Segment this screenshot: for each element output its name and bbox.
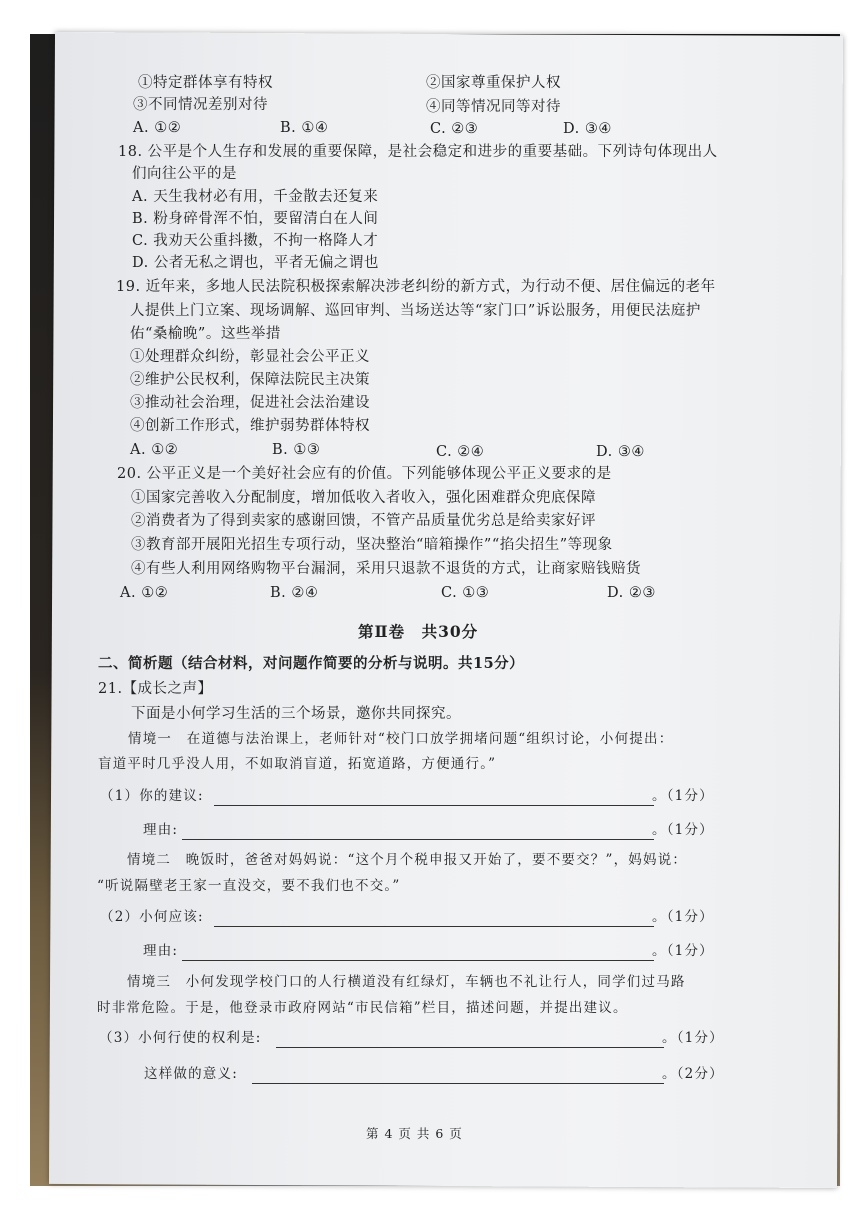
q19-stem-line3: 佑“桑榆晚”。这些举措 bbox=[130, 326, 281, 342]
q20-option-3: ③教育部开展阳光招生专项行动，坚决整治“暗箱操作”“掐尖招生”等现象 bbox=[131, 537, 613, 553]
p2-reason-score: 。（1分） bbox=[652, 943, 714, 959]
q17-choice-b: B. ①④ bbox=[280, 120, 329, 136]
q19-choice-d: D. ③④ bbox=[596, 444, 645, 460]
q19-option-4: ④创新工作形式，维护弱势群体特权 bbox=[130, 418, 370, 434]
p1-reason-label: 理由: bbox=[143, 822, 179, 838]
section-ii-title: 第Ⅱ卷 共30分 bbox=[358, 622, 479, 641]
p1-suggestion-answer-line[interactable] bbox=[214, 805, 654, 806]
q18-stem-line2: 们向往公平的是 bbox=[132, 166, 237, 182]
scenario3-line2: 时非常危险。于是，他登录市政府网站“市民信箱”栏目，描述问题，并提出建议。 bbox=[97, 1000, 628, 1016]
q19-option-3: ③推动社会治理，促进社会法治建设 bbox=[130, 395, 370, 411]
q17-option-2: ②国家尊重保护人权 bbox=[426, 75, 561, 91]
p3-meaning-score: 。（2分） bbox=[662, 1066, 724, 1082]
p1-reason-answer-line[interactable] bbox=[182, 839, 654, 840]
scan-margin-top bbox=[0, 0, 860, 34]
page-footer: 第 4 页 共 6 页 bbox=[366, 1126, 463, 1141]
scenario2-line2: “听说隔壁老王家一直没交，要不我们也不交。” bbox=[97, 878, 401, 894]
q20-stem: 20. 公平正义是一个美好社会应有的价值。下列能够体现公平正义要求的是 bbox=[117, 466, 612, 482]
q17-choice-a: A. ①② bbox=[133, 120, 182, 136]
q18-choice-d: D. 公者无私之谓也，平者无偏之谓也 bbox=[132, 255, 379, 271]
q17-option-3: ③不同情况差别对待 bbox=[133, 97, 268, 113]
q21-title: 21.【成长之声】 bbox=[98, 681, 213, 697]
scan-margin-bottom bbox=[0, 1186, 860, 1217]
scenario1-line2: 盲道平时几乎没人用，不如取消盲道，拓宽道路，方便通行。” bbox=[98, 756, 497, 772]
p1-suggestion-label: （1）你的建议: bbox=[100, 788, 204, 804]
p1-reason-score: 。（1分） bbox=[652, 822, 714, 838]
scan-margin-right bbox=[840, 0, 860, 1217]
p3-meaning-label: 这样做的意义: bbox=[144, 1066, 238, 1082]
p2-reason-label: 理由: bbox=[143, 943, 179, 959]
q17-option-1: ①特定群体享有特权 bbox=[138, 75, 273, 91]
q19-stem-line1: 19. 近年来，多地人民法院积极探索解决涉老纠纷的新方式，为行动不便、居住偏远的老年 bbox=[116, 279, 716, 295]
p2-should-answer-line[interactable] bbox=[214, 926, 654, 927]
scenario2-line1: 情境二 晚饭时，爸爸对妈妈说：“这个月个税申报又开始了，要不要交？”，妈妈说： bbox=[127, 852, 688, 868]
q18-choice-a: A. 天生我材必有用，千金散去还复来 bbox=[132, 189, 379, 205]
q17-option-4: ④同等情况同等对待 bbox=[426, 99, 561, 115]
q19-option-2: ②维护公民权利，保障法院民主决策 bbox=[130, 372, 370, 388]
p1-suggestion-score: 。（1分） bbox=[652, 788, 714, 804]
q20-choice-d: D. ②③ bbox=[607, 585, 656, 601]
q20-option-2: ②消费者为了得到卖家的感谢回馈，不管产品质量优劣总是给卖家好评 bbox=[131, 513, 596, 529]
q20-option-1: ①国家完善收入分配制度，增加低收入者收入，强化困难群众兜底保障 bbox=[131, 490, 596, 506]
scenario1-line1: 情境一 在道德与法治课上，老师针对“校门口放学拥堵问题“组织讨论，小何提出： bbox=[128, 731, 674, 747]
q17-choice-c: C. ②③ bbox=[430, 121, 479, 137]
q19-stem-line2: 人提供上门立案、现场调解、巡回审判、当场送达等“家门口”诉讼服务，用便民法庭护 bbox=[130, 303, 701, 319]
q17-choice-d: D. ③④ bbox=[563, 121, 612, 137]
part-two-heading: 二、简析题（结合材料，对问题作简要的分析与说明。共15分） bbox=[98, 655, 525, 672]
p2-should-score: 。（1分） bbox=[652, 909, 714, 925]
p3-right-answer-line[interactable] bbox=[276, 1047, 664, 1048]
p3-meaning-answer-line[interactable] bbox=[252, 1083, 664, 1084]
q19-choice-c: C. ②④ bbox=[436, 444, 485, 460]
p3-right-score: 。（1分） bbox=[662, 1030, 724, 1046]
q20-choice-c: C. ①③ bbox=[441, 585, 490, 601]
q20-choice-b: B. ②④ bbox=[270, 585, 319, 601]
p3-right-label: （3）小何行使的权利是: bbox=[99, 1030, 262, 1046]
q18-stem-line1: 18. 公平是个人生存和发展的重要保障，是社会稳定和进步的重要基础。下列诗句体现出人 bbox=[118, 144, 718, 160]
q19-option-1: ①处理群众纠纷，彰显社会公平正义 bbox=[130, 349, 370, 365]
q18-choice-c: C. 我劝天公重抖擞，不拘一格降人才 bbox=[132, 233, 379, 249]
scenario3-line1: 情境三 小何发现学校门口的人行横道没有红绿灯，车辆也不礼让行人，同学们过马路 bbox=[127, 974, 686, 990]
q19-choice-b: B. ①③ bbox=[272, 442, 321, 458]
q21-intro: 下面是小何学习生活的三个场景，邀你共同探究。 bbox=[131, 706, 461, 722]
q18-choice-b: B. 粉身碎骨浑不怕，要留清白在人间 bbox=[132, 211, 379, 227]
q20-option-4: ④有些人利用网络购物平台漏洞，采用只退款不退货的方式，让商家赔钱赔货 bbox=[131, 561, 641, 577]
scan-margin-left bbox=[0, 0, 30, 1217]
p2-reason-answer-line[interactable] bbox=[182, 960, 654, 961]
q19-choice-a: A. ①② bbox=[130, 442, 179, 458]
q20-choice-a: A. ①② bbox=[120, 585, 169, 601]
p2-should-label: （2）小何应该: bbox=[100, 909, 204, 925]
